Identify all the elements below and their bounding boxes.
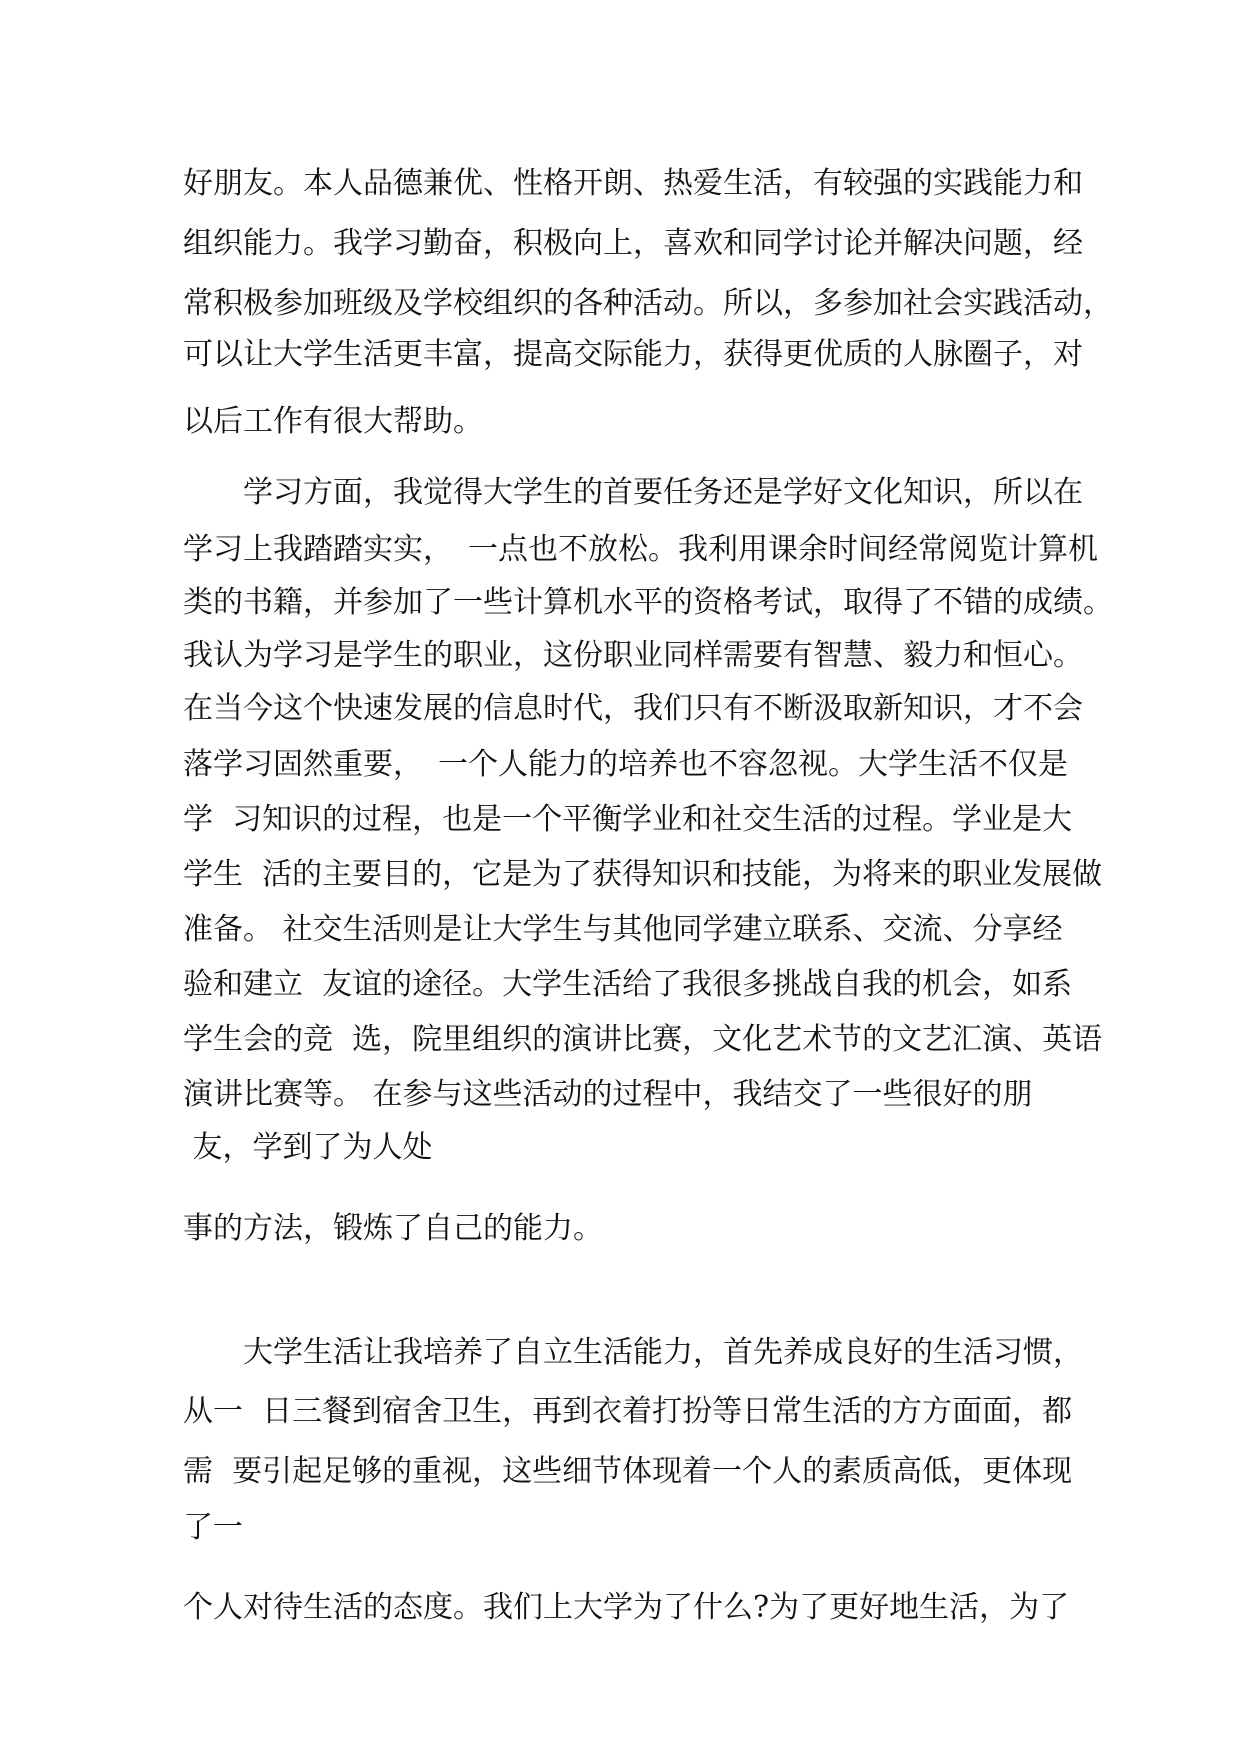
text-line: 好朋友。本人品德兼优、性格开朗、热爱生活，有较强的实践能力和 — [183, 166, 1083, 201]
text-line: 需 要引起足够的重视，这些细节体现着一个人的素质高低，更体现 — [183, 1454, 1073, 1489]
text-line: 在当今这个快速发展的信息时代，我们只有不断汲取新知识，才不会 — [183, 691, 1083, 726]
text-line: 从一 日三餐到宿舍卫生，再到衣着打扮等日常生活的方方面面，都 — [183, 1394, 1073, 1429]
text-line: 学生会的竞 选，院里组织的演讲比赛，文化艺术节的文艺汇演、英语 — [183, 1022, 1103, 1057]
text-line: 准备。 社交生活则是让大学生与其他同学建立联系、交流、分享经 — [183, 912, 1063, 947]
text-line: 学习上我踏踏实实， 一点也不放松。我利用课余时间经常阅览计算机 — [183, 532, 1098, 567]
text-line: 我认为学习是学生的职业，这份职业同样需要有智慧、毅力和恒心。 — [183, 638, 1083, 673]
text-line: 了一 — [183, 1510, 243, 1545]
text-line: 类的书籍，并参加了一些计算机水平的资格考试，取得了不错的成绩。 — [183, 585, 1113, 620]
text-line: 友，学到了为人处 — [183, 1130, 433, 1165]
text-line: 验和建立 友谊的途径。大学生活给了我很多挑战自我的机会，如系 — [183, 967, 1073, 1002]
text-line: 以后工作有很大帮助。 — [183, 404, 483, 439]
text-line: 落学习固然重要， 一个人能力的培养也不容忽视。大学生活不仅是 — [183, 747, 1068, 782]
text-line: 常积极参加班级及学校组织的各种活动。所以，多参加社会实践活动， — [183, 286, 1113, 321]
text-line: 学 习知识的过程，也是一个平衡学业和社交生活的过程。学业是大 — [183, 802, 1073, 837]
text-line: 可以让大学生活更丰富，提高交际能力，获得更优质的人脉圈子，对 — [183, 337, 1083, 372]
text-line: 事的方法，锻炼了自己的能力。 — [183, 1211, 603, 1246]
text-line: 组织能力。我学习勤奋，积极向上，喜欢和同学讨论并解决问题，经 — [183, 226, 1083, 261]
text-line: 学习方面，我觉得大学生的首要任务还是学好文化知识，所以在 — [183, 475, 1083, 510]
text-line: 个人对待生活的态度。我们上大学为了什么?为了更好地生活，为了 — [183, 1590, 1070, 1625]
text-line: 演讲比赛等。 在参与这些活动的过程中，我结交了一些很好的朋 — [183, 1077, 1033, 1112]
text-line: 大学生活让我培养了自立生活能力，首先养成良好的生活习惯， — [183, 1335, 1083, 1370]
text-line: 学生 活的主要目的，它是为了获得知识和技能，为将来的职业发展做 — [183, 857, 1103, 892]
